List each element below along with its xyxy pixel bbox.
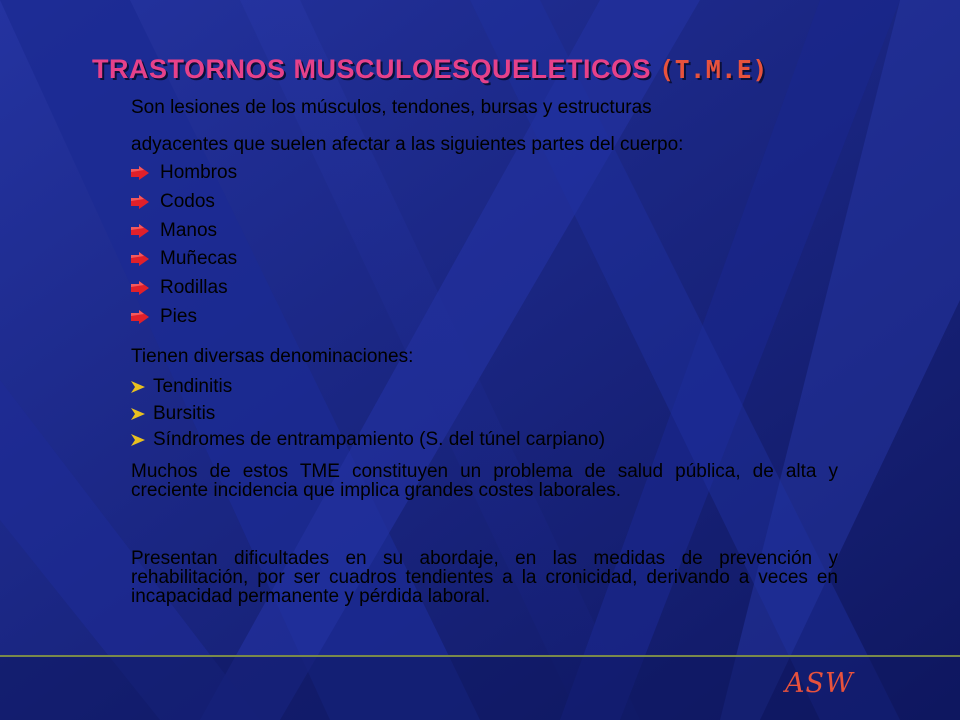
- red-arrow-bullet-icon: [131, 195, 149, 209]
- red-arrow-bullet-icon: [131, 310, 149, 324]
- red-arrow-bullet-icon: [131, 224, 149, 238]
- body-part-item: [131, 191, 215, 213]
- slide-title: [92, 54, 768, 85]
- red-arrow-bullet-icon: [131, 252, 149, 266]
- denomination-label: Tendinitis: [153, 376, 233, 397]
- denominations-heading: Tienen diversas denominaciones:: [131, 346, 414, 367]
- chevron-right-icon: [131, 381, 145, 393]
- body-part-item: [131, 162, 237, 184]
- body-part-item: [131, 220, 217, 242]
- body-part-item: [131, 248, 237, 270]
- body-part-label: Manos: [160, 220, 218, 241]
- body-part-label: Rodillas: [160, 277, 228, 298]
- chevron-right-icon: [131, 408, 145, 420]
- denomination-label: Síndromes de entrampamiento (S. del túnel carpiano): [153, 429, 606, 450]
- body-part-item: [131, 277, 228, 299]
- red-arrow-bullet-icon: [131, 166, 149, 180]
- body-part-label: Hombros: [160, 162, 238, 183]
- denomination-label: Bursitis: [153, 403, 216, 424]
- paragraph-public-health: Muchos de estos TME constituyen un problema de salud pública, de alta y creciente incidencia que implica grandes costes laborales.: [131, 461, 838, 501]
- denomination-item: [131, 376, 232, 398]
- denomination-item: [131, 429, 605, 451]
- intro-line-2: adyacentes que suelen afectar a las siguientes partes del cuerpo:: [131, 134, 684, 155]
- body-part-item: [131, 306, 197, 328]
- red-arrow-bullet-icon: [131, 281, 149, 295]
- body-part-label: Codos: [160, 191, 215, 212]
- paragraph-difficulties: Presentan dificultades en su abordaje, en las medidas de prevención y rehabilitación, por ser cuadros tendientes a la cronicidad, derivando a veces en incapacidad permanente y pérdida laboral.: [131, 548, 838, 607]
- author-signature: ASW: [785, 668, 854, 699]
- denomination-item: [131, 403, 215, 425]
- title-abbreviation: (T.M.E): [659, 55, 768, 84]
- body-part-label: Muñecas: [160, 248, 238, 269]
- chevron-right-icon: [131, 434, 145, 446]
- intro-line-1: Son lesiones de los músculos, tendones, bursas y estructuras: [131, 97, 652, 118]
- title-main: TRASTORNOS MUSCULOESQUELETICOS: [92, 54, 660, 84]
- body-part-label: Pies: [160, 306, 197, 327]
